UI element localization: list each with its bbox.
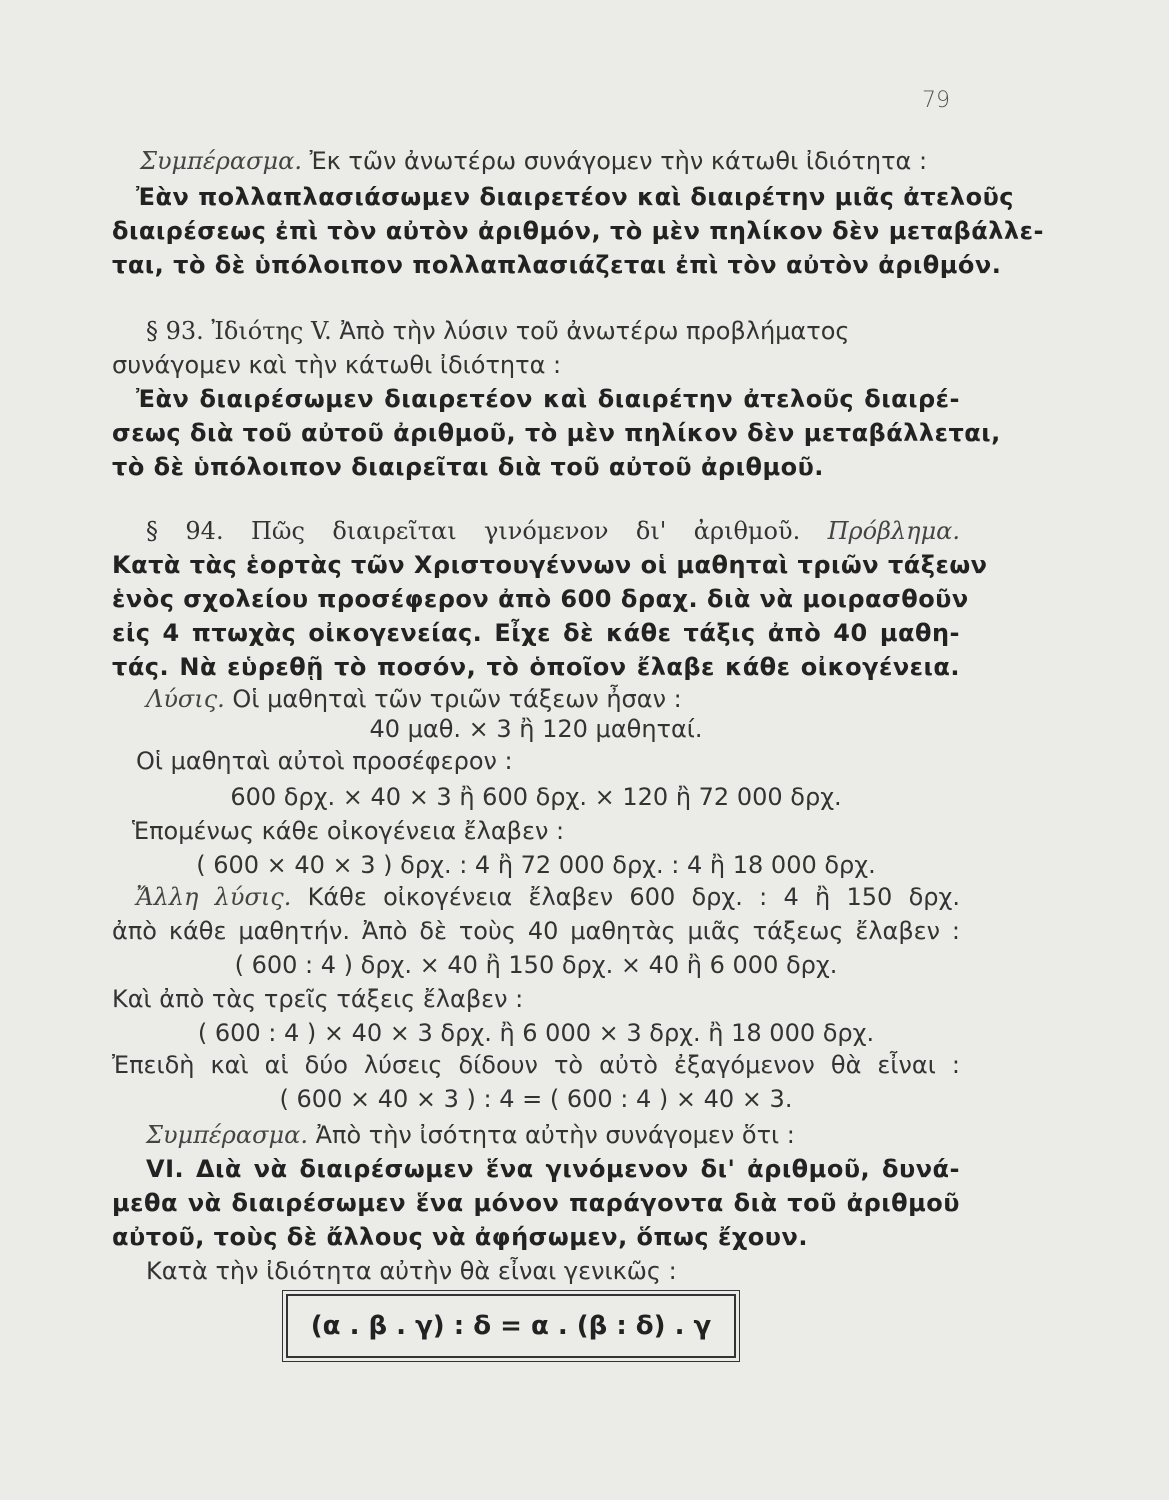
property-text-line: ται, τὸ δὲ ὑπόλοιπον πολλαπλασιάζεται ἐπὶ τὸν αὐτὸν ἀριθμόν. xyxy=(112,251,1002,279)
alt-solution-line: ἀπὸ κάθε μαθητήν. Ἀπὸ δὲ τοὺς 40 μαθητὰς μιᾶς τάξεως ἔλαβεν : xyxy=(112,917,960,945)
rule-line: VI. Διὰ νὰ διαιρέσωμεν ἕνα γινόμενον δι' ἀριθμοῦ, δυνά- xyxy=(146,1155,960,1183)
section-93-heading-line xyxy=(146,316,960,346)
section-93-text: Ἀπὸ τὴν λύσιν τοῦ ἀνωτέρω προβλήματος xyxy=(331,317,850,345)
solution-label: Λύσις. xyxy=(146,685,225,713)
conclusion-text: Ἐκ τῶν ἀνωτέρω συνάγομεν τὴν κάτωθι ἰδιότητα : xyxy=(301,147,928,175)
solution-line: Οἱ μαθηταὶ αὐτοὶ προσέφερον : xyxy=(136,747,513,775)
formula-box xyxy=(286,1294,736,1358)
equation: ( 600 : 4 ) δρχ. × 40 ἢ 150 δρχ. × 40 ἢ 6 000 δρχ. xyxy=(234,951,838,979)
conclusion-label-2: Συμπέρασμα. xyxy=(146,1121,308,1149)
equation: ( 600 × 40 × 3 ) δρχ. : 4 ἢ 72 000 δρχ. : 4 ἢ 18 000 δρχ. xyxy=(196,851,876,879)
problem-line: εἰς 4 πτωχὰς οἰκογενείας. Εἶχε δὲ κάθε τάξις ἀπὸ 40 μαθη- xyxy=(112,619,960,647)
rule-line: αὐτοῦ, τοὺς δὲ ἄλλους νὰ ἀφήσωμεν, ὅπως ἔχουν. xyxy=(112,1223,808,1251)
section-93-property-line: Ἐὰν διαιρέσωμεν διαιρετέον καὶ διαιρέτην ἀτελοῦς διαιρέ- xyxy=(136,385,960,413)
equation: 40 μαθ. × 3 ἢ 120 μαθηταί. xyxy=(369,715,703,743)
general-line: Κατὰ τὴν ἰδιότητα αὐτὴν θὰ εἶναι γενικῶς : xyxy=(146,1257,677,1285)
problem-line: ἑνὸς σχολείου προσέφερον ἀπὸ 600 δραχ. διὰ νὰ μοιρασθοῦν xyxy=(112,585,969,613)
equation: ( 600 : 4 ) × 40 × 3 δρχ. ἢ 6 000 × 3 δρχ. ἢ 18 000 δρχ. xyxy=(197,1019,875,1047)
alt-solution-label: Ἄλλη λύσις. xyxy=(136,883,292,911)
conclusion-label: Συμπέρασμα. xyxy=(140,147,302,175)
conclusion-text-2: Ἀπὸ τὴν ἰσότητα αὐτὴν συνάγομεν ὅτι : xyxy=(307,1121,795,1149)
alt-solution-line: Ἐπειδὴ καὶ αἱ δύο λύσεις δίδουν τὸ αὐτὸ ἐξαγόμενον θὰ εἶναι : xyxy=(112,1051,960,1079)
section-93-line: συνάγομεν καὶ τὴν κάτωθι ἰδιότητα : xyxy=(112,351,562,379)
alt-solution-text: Κάθε οἰκογένεια ἔλαβεν 600 δρχ. : 4 ἢ 150 δρχ. xyxy=(291,883,960,911)
alt-solution-line xyxy=(136,882,960,912)
property-text-line: διαιρέσεως ἐπὶ τὸν αὐτὸν ἀριθμόν, τὸ μὲν πηλίκον δὲν μεταβάλλε- xyxy=(112,217,1044,245)
equation: ( 600 × 40 × 3 ) : 4 = ( 600 : 4 ) × 40 × 3. xyxy=(279,1085,793,1113)
formula: (α . β . γ) : δ = α . (β : δ) . γ xyxy=(310,1311,712,1341)
section-94-heading: § 94. Πῶς διαιρεῖται γινόμενον δι' ἀριθμοῦ. xyxy=(146,517,801,545)
equation: 600 δρχ. × 40 × 3 ἢ 600 δρχ. × 120 ἢ 72 000 δρχ. xyxy=(230,783,842,811)
solution-line: Ἑπομένως κάθε οἰκογένεια ἔλαβεν : xyxy=(132,817,565,845)
rule-line: μεθα νὰ διαιρέσωμεν ἕνα μόνον παράγοντα διὰ τοῦ ἀριθμοῦ xyxy=(112,1189,960,1217)
section-94-heading-line xyxy=(146,516,960,546)
section-93-property-line: τὸ δὲ ὑπόλοιπον διαιρεῖται διὰ τοῦ αὐτοῦ ἀριθμοῦ. xyxy=(112,453,824,481)
section-93-property-line: σεως διὰ τοῦ αὐτοῦ ἀριθμοῦ, τὸ μὲν πηλίκον δὲν μεταβάλλεται, xyxy=(112,419,1001,447)
property-text-line: Ἐὰν πολλαπλασιάσωμεν διαιρετέον καὶ διαιρέτην μιᾶς ἀτελοῦς xyxy=(136,183,1014,211)
problem-line: Κατὰ τὰς ἑορτὰς τῶν Χριστουγέννων οἱ μαθηταὶ τριῶν τάξεων xyxy=(112,551,988,579)
conclusion-line xyxy=(146,1120,960,1150)
solution-text: Οἱ μαθηταὶ τῶν τριῶν τάξεων ἦσαν : xyxy=(224,685,682,713)
conclusion-line-1 xyxy=(140,146,960,176)
problem-label: Πρόβλημα. xyxy=(827,517,960,545)
problem-line: τάς. Νὰ εὑρεθῇ τὸ ποσόν, τὸ ὁποῖον ἔλαβε κάθε οἰκογένεια. xyxy=(112,653,960,681)
page-number: 79 xyxy=(922,88,950,113)
section-93-heading: § 93. Ἰδιότης V. xyxy=(146,317,332,345)
alt-solution-line: Καὶ ἀπὸ τὰς τρεῖς τάξεις ἔλαβεν : xyxy=(112,985,524,1013)
solution-line xyxy=(146,684,960,714)
